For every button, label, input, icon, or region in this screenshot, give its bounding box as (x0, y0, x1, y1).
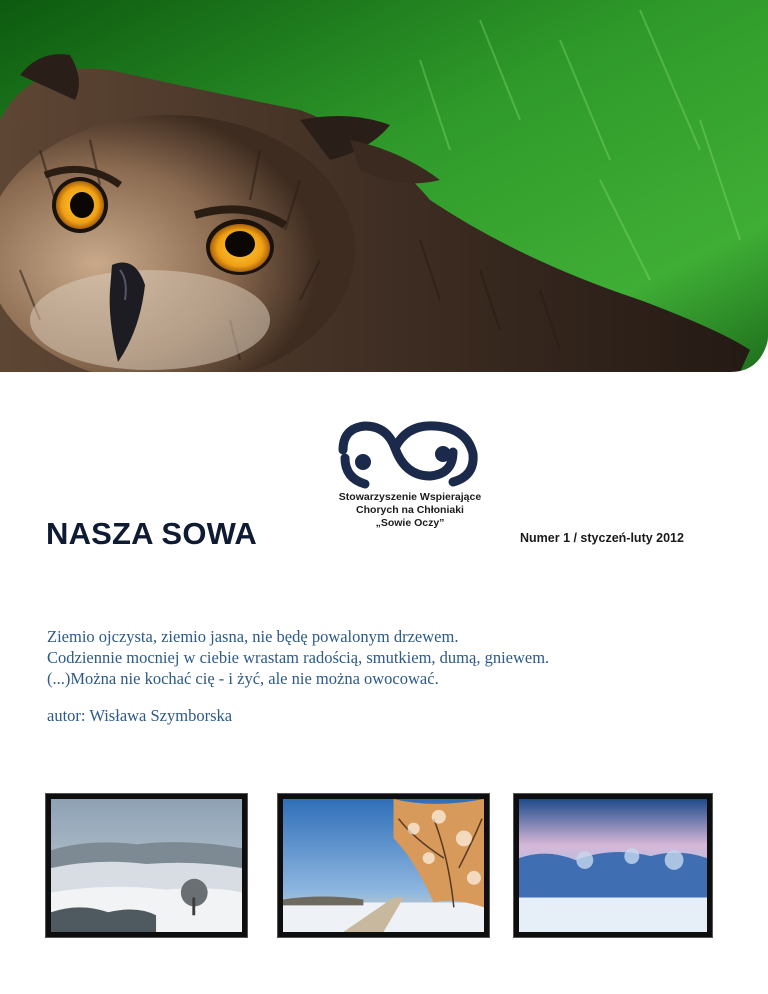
sowie-oczy-logo-icon (335, 418, 485, 494)
issue-number: Numer 1 / styczeń-luty 2012 (520, 531, 684, 545)
quote-line-1: Ziemio ojczysta, ziemio jasna, nie będę powalonym drzewem. (47, 627, 459, 646)
org-line-1: Stowarzyszenie Wspierające (338, 491, 482, 503)
org-line-2: Chorych na Chłoniaki (356, 504, 464, 516)
org-line-3: „Sowie Oczy” (375, 517, 445, 529)
owl-photo (0, 0, 768, 378)
quote-author: autor: Wisława Szymborska (47, 706, 233, 725)
poem-quote (47, 626, 747, 726)
quote-line-3: (...)Można nie kochać cię - i żyć, ale nie można owocować. (47, 669, 439, 688)
photo-winter-tree-road (277, 793, 490, 938)
magazine-title: NASZA SOWA (46, 516, 257, 551)
organization-name (300, 491, 520, 530)
photo-winter-blue-forest (513, 793, 713, 938)
quote-line-2: Codziennie mocniej w ciebie wrastam radością, smutkiem, dumą, gniewem. (47, 648, 550, 667)
photo-winter-fog-landscape (45, 793, 248, 938)
owl-illustration (0, 0, 768, 378)
